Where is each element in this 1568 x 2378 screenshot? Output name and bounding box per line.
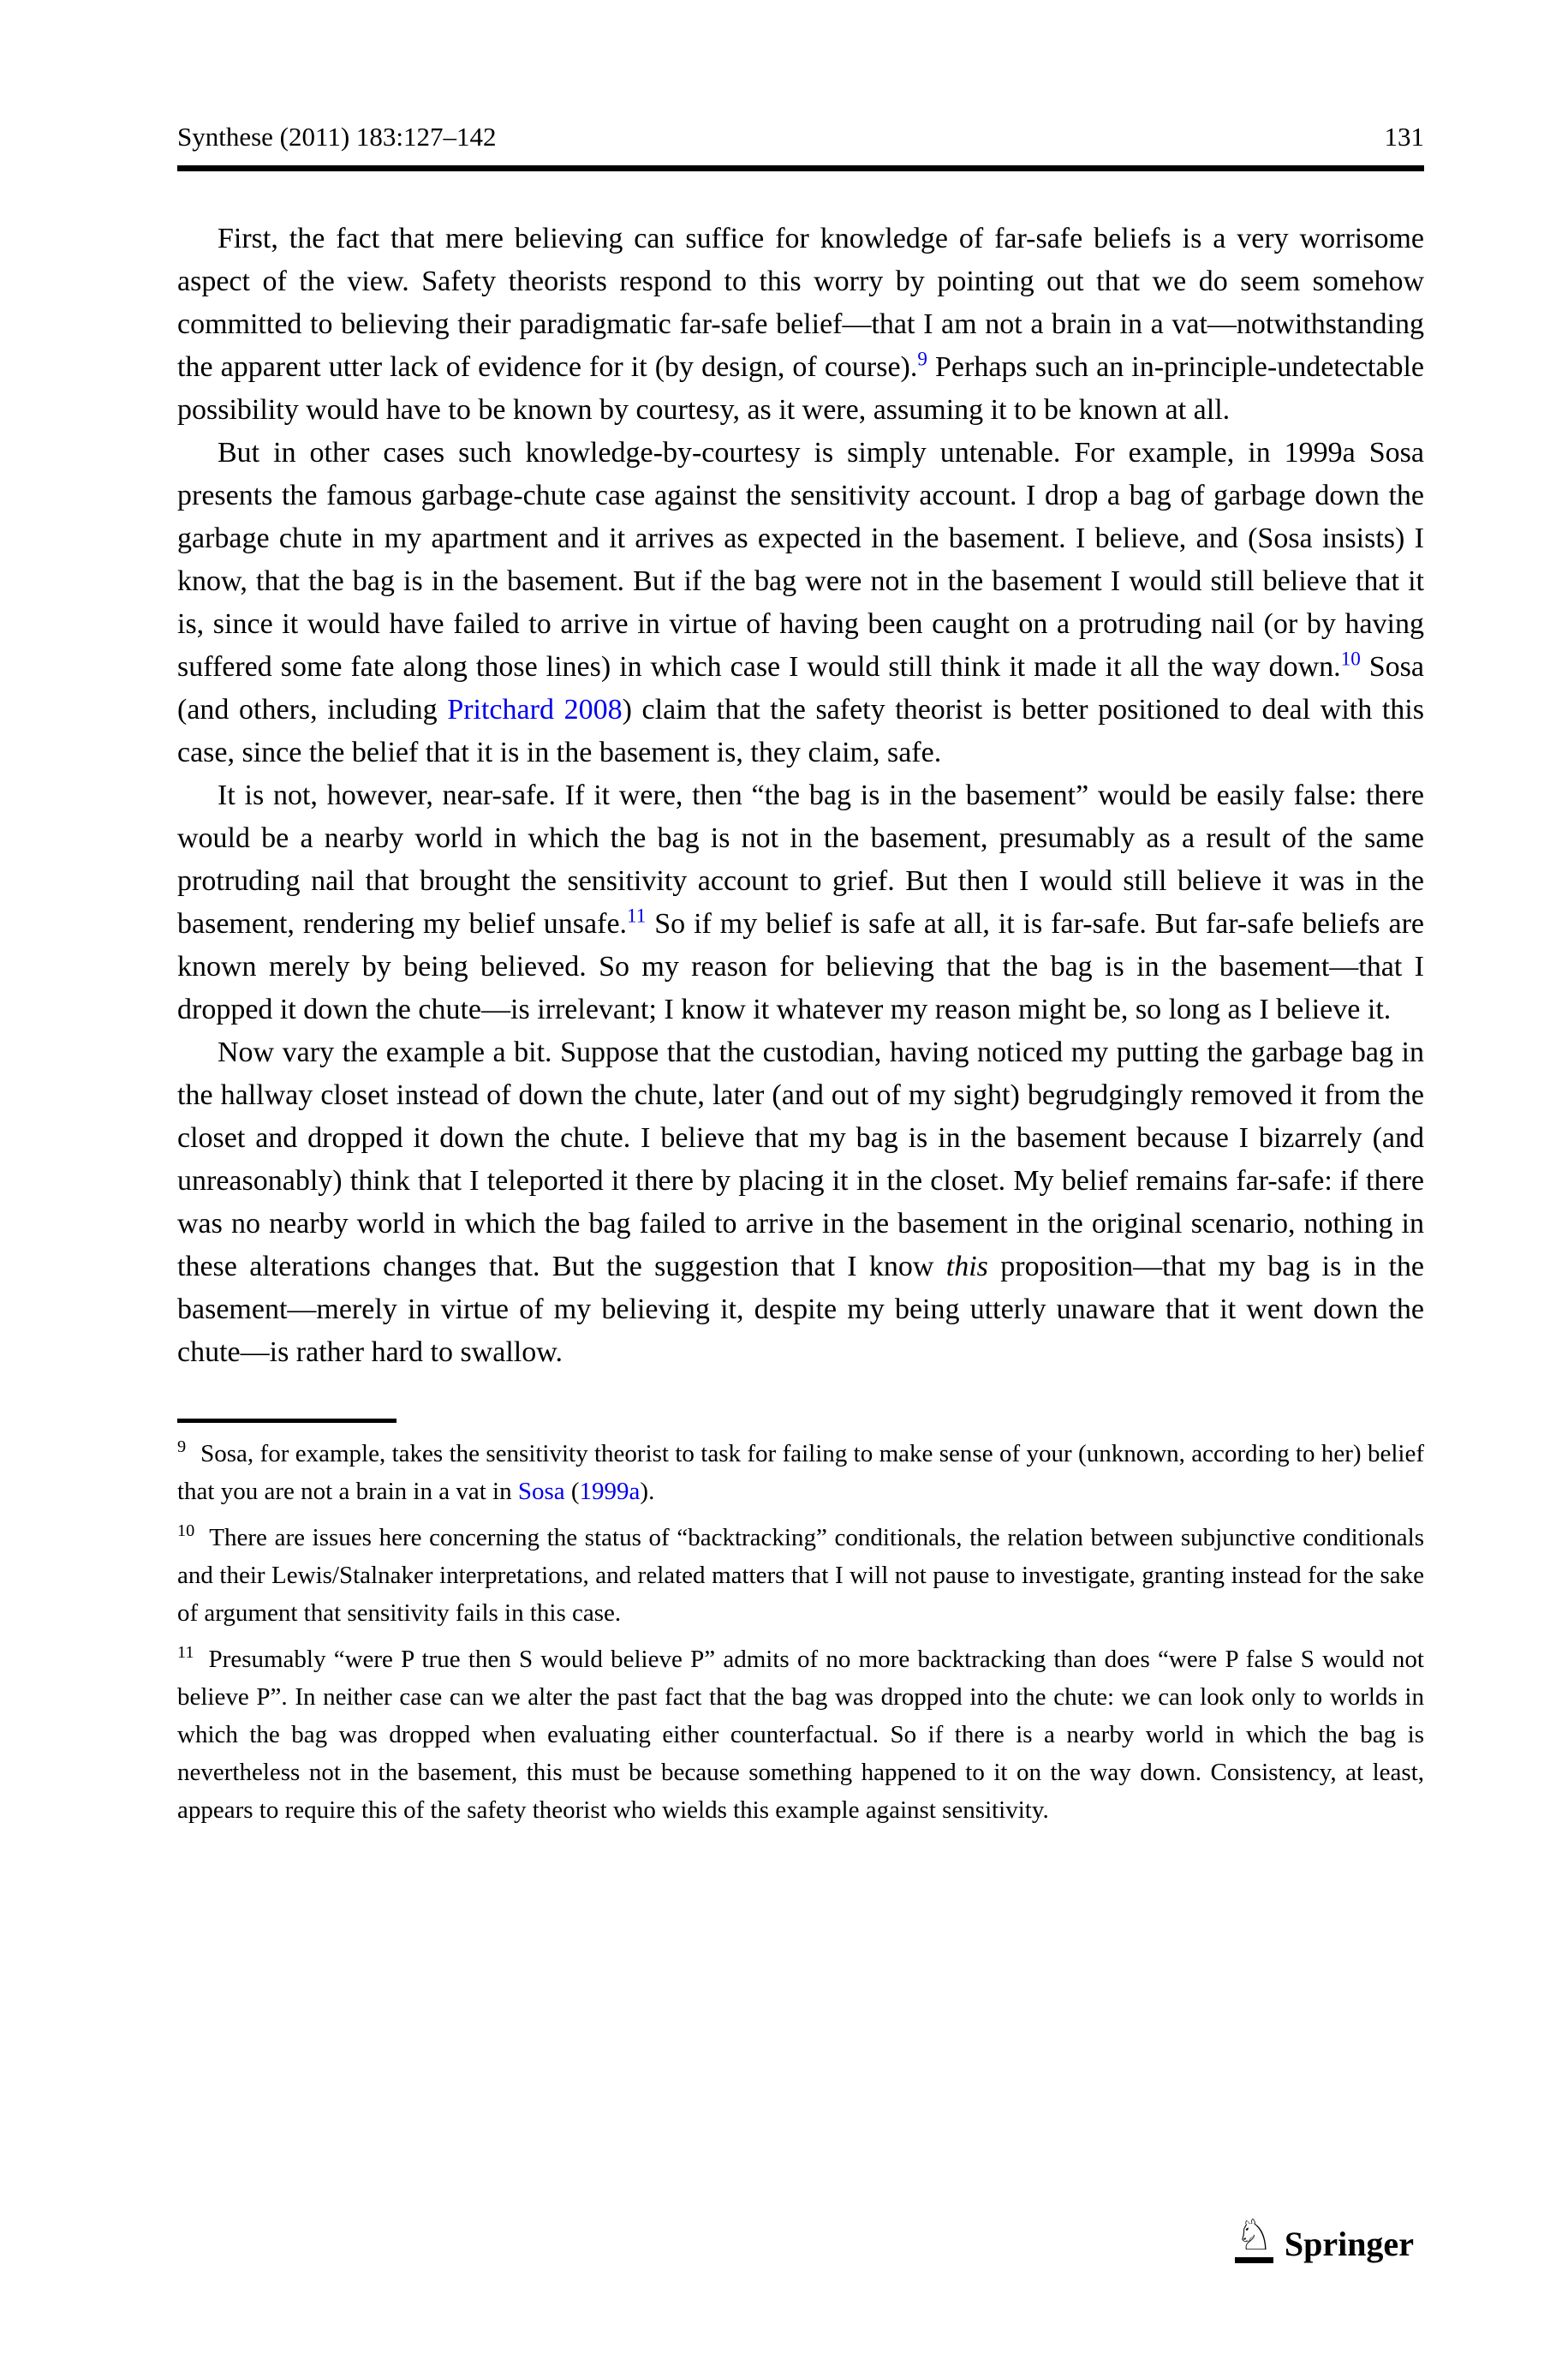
text-run: ).	[640, 1478, 655, 1505]
citation-link[interactable]: Sosa	[517, 1478, 565, 1505]
paragraph	[177, 1031, 1424, 1374]
text-run: Presumably “were P true then S would believe P” admits of no more backtracking than does “were P false S would not believe P”. In neither case can we alter the past fact that the bag was dropped into the chute: we can look only to worlds in which the bag was dropped when evaluating either counterfactual. So if there is a nearby world in which the bag is nevertheless not in the basement, this must be because something happened to it on the way down. Consistency, at least, appears to require this of the safety theorist who wields this example against sensitivity.	[177, 1646, 1424, 1824]
footnote-ref-9[interactable]: 9	[917, 348, 927, 371]
footnote-ref-10[interactable]: 10	[1340, 648, 1361, 671]
text-run: First, the fact that mere believing can suffice for knowledge of far-safe beliefs is a very worrisome aspect of the view. Safety theorists respond to this worry by pointing out that we do seem somehow committed to believing their paradigmatic far-safe belief—that I am not a brain in a vat—notwithstanding the apparent utter lack of evidence for it (by design, of course).	[177, 223, 1424, 383]
footnote-ref-11[interactable]: 11	[627, 905, 647, 928]
paragraph	[177, 432, 1424, 774]
footnote-11	[177, 1640, 1424, 1829]
springer-logo	[1235, 2210, 1414, 2263]
text-run: There are issues here concerning the status of “backtracking” conditionals, the relation between subjunctive conditionals and their Lewis/Stalnaker interpretations, and related matters that I will not pause to investigate, granting instead for the sake of argument that sensitivity fails in this case.	[177, 1524, 1424, 1627]
footnote-marker: 10	[177, 1521, 195, 1541]
footnote-marker: 11	[177, 1643, 194, 1663]
footnote-separator	[177, 1419, 396, 1423]
text-run: It is not, however, near-safe. If it were, then “the bag is in the basement” would be easily false: there would be a nearby world in which the bag is not in the basement, presumably as a result of the same protruding nail that brought the sensitivity account to grief. But then I would still believe it was in the basement, rendering my belief unsafe.	[177, 780, 1424, 940]
footnote-10	[177, 1519, 1424, 1632]
text-run: So if my belief is safe at all, it is far-safe. But far-safe beliefs are known merely by being believed. So my reason for believing that the bag is in the basement—that I dropped it down the chute—is irrelevant; I know it whatever my reason might be, so long as I believe it.	[177, 908, 1424, 1025]
chess-knight-icon: ♘	[1235, 2214, 1273, 2263]
text-run: Now vary the example a bit. Suppose that the custodian, having noticed my putting the garbage bag in the hallway closet instead of down the chute, later (and out of my sight) begrudgingly removed it from the closet and dropped it down the chute. I believe that my bag is in the basement because I bizarrely (and unreasonably) think that I teleported it there by placing it in the closet. My belief remains far-safe: if there was no nearby world in which the bag failed to arrive in the basement in the original scenario, nothing in these alterations changes that. But the suggestion that I know	[177, 1037, 1424, 1282]
article-body	[177, 218, 1424, 1374]
paragraph	[177, 774, 1424, 1031]
journal-reference: Synthese (2011) 183:127–142	[177, 122, 497, 152]
running-header	[177, 122, 1424, 152]
footnote-9	[177, 1435, 1424, 1510]
publisher-name: Springer	[1284, 2225, 1414, 2263]
page-number: 131	[1384, 122, 1424, 152]
text-run: proposition—that my bag is in the basement—merely in virtue of my believing it, despite my being utterly unaware that it went down the chute—is rather hard to swallow.	[177, 1251, 1424, 1368]
text-run: (	[564, 1478, 580, 1505]
page-content	[177, 122, 1424, 1829]
citation-link[interactable]: 1999a	[579, 1478, 641, 1505]
footnote-marker: 9	[177, 1437, 187, 1457]
text-run: ) claim that the safety theorist is better positioned to deal with this case, since the belief that it is in the basement is, they claim, safe.	[177, 694, 1424, 768]
text-run: Sosa, for example, takes the sensitivity theorist to task for failing to make sense of your (unknown, according to her) belief that you are not a brain in a vat in	[177, 1440, 1424, 1505]
emphasized-text: this	[945, 1251, 988, 1282]
text-run: Perhaps such an in-principle-undetectable possibility would have to be known by courtesy, as it were, assuming it to be known at all.	[177, 351, 1424, 426]
paragraph	[177, 218, 1424, 432]
text-run: But in other cases such knowledge-by-courtesy is simply untenable. For example, in 1999a Sosa presents the famous garbage-chute case against the sensitivity account. I drop a bag of garbage down the garbage chute in my apartment and it arrives as expected in the basement. I believe, and (Sosa insists) I know, that the bag is in the basement. But if the bag were not in the basement I would still believe that it is, since it would have failed to arrive in virtue of having been caught on a protruding nail (or by having suffered some fate along those lines) in which case I would still think it made it all the way down.	[177, 437, 1424, 683]
header-rule	[177, 165, 1424, 171]
text-run: Sosa (and others, including	[177, 651, 1424, 726]
citation-link[interactable]: Pritchard 2008	[447, 694, 623, 726]
footnotes	[177, 1435, 1424, 1829]
